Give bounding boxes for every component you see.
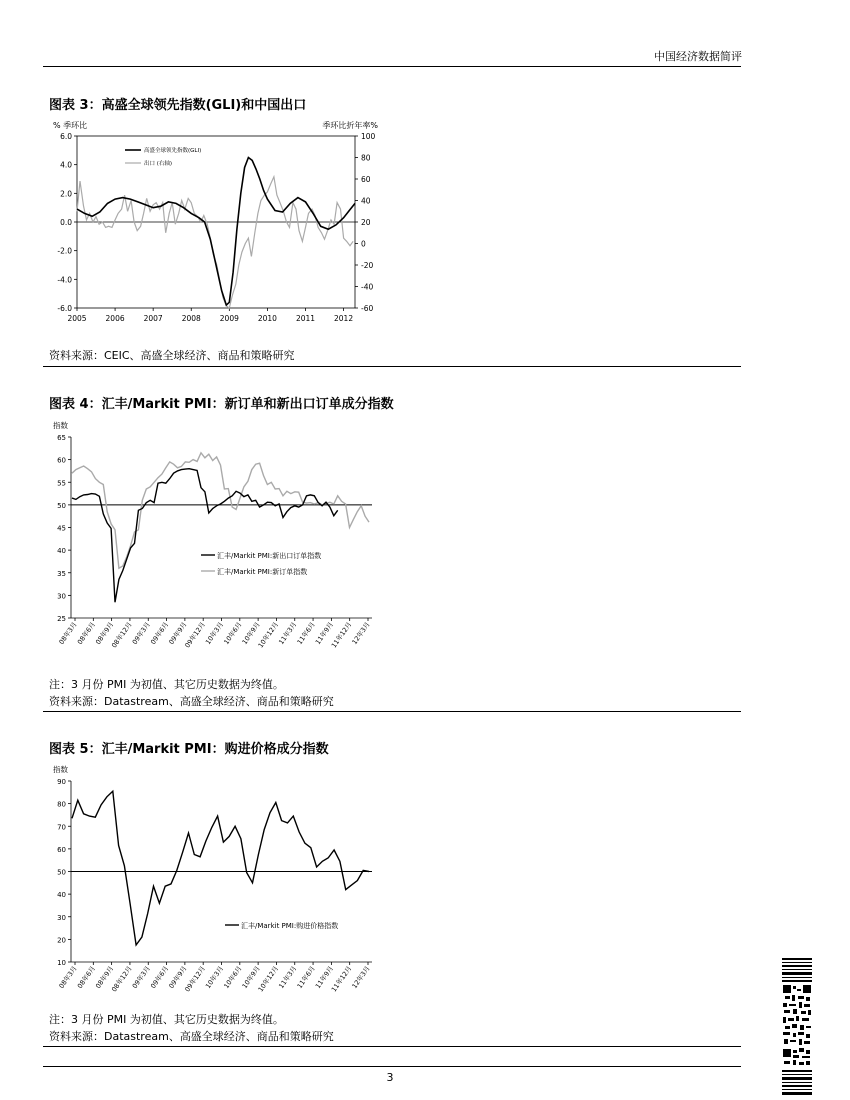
fig3-rule: [43, 366, 741, 367]
fig4-chart: [45, 416, 385, 666]
footer-rule: [43, 1066, 741, 1067]
fig4-x-tick-label: 09年6月: [149, 620, 171, 646]
fig5-x-tick-label: 09年9月: [167, 964, 189, 990]
fig4-y-tick-label: 25: [57, 615, 66, 623]
fig3-right-tick-label: -40: [361, 282, 374, 292]
fig5-y-tick-label: 30: [57, 913, 66, 922]
fig4-x-tick-label: 10年6月: [222, 620, 244, 646]
fig5-x-tick-label: 09年12月: [183, 964, 207, 994]
fig4-x-tick-label: 10年9月: [240, 620, 262, 646]
fig3-left-axis-label: % 季环比: [53, 121, 88, 130]
fig3-right-tick-label: -20: [361, 261, 374, 270]
fig5-x-tick-label: 08年12月: [110, 964, 134, 994]
fig3-series-exports: [77, 177, 353, 308]
fig5-x-tick-label: 09年3月: [130, 964, 152, 990]
fig4-x-tick-label: 11年6月: [295, 620, 317, 646]
fig4-x-tick-label: 08年3月: [57, 620, 79, 646]
fig4-legend-label-1: 汇丰/Markit PMI:新订单指数: [217, 568, 308, 576]
fig3-right-tick-label: 0: [361, 239, 366, 249]
page-number: 3: [386, 1071, 394, 1084]
fig3-right-tick-label: 60: [361, 175, 371, 184]
fig3-right-tick-label: 100: [361, 132, 376, 141]
fig3-left-tick-label: -2.0: [57, 246, 72, 256]
fig5-y-tick-label: 40: [57, 891, 66, 900]
fig5-source: 资料来源：Datastream、高盛全球经济、商品和策略研究: [49, 1030, 334, 1043]
fig4-y-tick-label: 35: [57, 569, 66, 578]
fig3-left-tick-label: 6.0: [60, 132, 72, 141]
fig5-x-tick-label: 11年3月: [277, 964, 299, 990]
fig5-x-tick-label: 10年12月: [256, 964, 281, 994]
fig4-y-tick-label: 45: [57, 524, 66, 533]
fig4-series-0: [72, 469, 338, 603]
fig3-left-tick-label: -6.0: [57, 304, 72, 313]
fig4-x-tick-label: 09年3月: [130, 620, 152, 646]
fig4-x-tick-label: 11年9月: [313, 620, 336, 646]
fig3-x-tick-label: 2006: [105, 314, 125, 323]
fig3-x-tick-label: 2005: [67, 314, 87, 323]
fig4-x-tick-label: 09年12月: [183, 620, 207, 650]
fig4-x-tick-label: 11年3月: [277, 620, 299, 646]
fig3-right-tick-label: 40: [361, 196, 371, 206]
fig4-title: 图表 4：汇丰/Markit PMI：新订单和新出口订单成分指数: [49, 397, 394, 412]
fig5-note: 注：3 月份 PMI 为初值、其它历史数据为终值。: [49, 1013, 284, 1026]
fig5-x-tick-label: 11年6月: [295, 964, 317, 990]
fig4-y-tick-label: 55: [57, 479, 66, 488]
header-rule: [43, 66, 741, 67]
fig3-x-tick-label: 2009: [219, 314, 239, 323]
fig5-y-tick-label: 60: [57, 845, 66, 854]
fig3-chart: [45, 116, 390, 332]
fig3-right-tick-label: 80: [361, 153, 371, 163]
fig5-x-tick-label: 08年3月: [57, 964, 79, 990]
fig5-x-tick-label: 10年6月: [222, 964, 244, 990]
fig4-y-tick-label: 65: [57, 434, 66, 442]
fig3-x-tick-label: 2010: [257, 314, 277, 323]
fig5-x-tick-label: 10年3月: [204, 964, 226, 990]
fig5-legend-label-0: 汇丰/Markit PMI:购进价格指数: [241, 922, 339, 930]
fig4-x-tick-label: 10年12月: [256, 620, 281, 650]
fig5-rule: [43, 1046, 741, 1047]
fig5-y-tick-label: 70: [57, 823, 66, 832]
fig4-legend-label-0: 汇丰/Markit PMI:新出口订单指数: [217, 552, 322, 560]
fig5-title: 图表 5：汇丰/Markit PMI：购进价格成分指数: [49, 742, 329, 757]
fig3-left-tick-label: 0.0: [60, 218, 72, 227]
fig4-rule: [43, 711, 741, 712]
fig5-y-axis-label: 指数: [53, 765, 68, 774]
fig4-x-tick-label: 09年9月: [167, 620, 189, 646]
fig5-x-tick-label: 11年9月: [313, 964, 336, 990]
fig4-y-axis-label: 指数: [53, 421, 68, 430]
fig5-y-tick-label: 90: [57, 778, 66, 786]
fig4-x-tick-label: 12年3月: [350, 620, 372, 646]
fig3-series-gli: [77, 158, 355, 306]
fig3-x-tick-label: 2008: [181, 314, 201, 323]
fig3-left-tick-label: 4.0: [60, 160, 72, 170]
fig5-x-tick-label: 10年9月: [240, 964, 262, 990]
fig4-x-tick-label: 08年12月: [110, 620, 134, 650]
barcode-qr-graphic: [782, 958, 812, 1098]
fig3-source: 资料来源：CEIC、高盛全球经济、商品和策略研究: [49, 349, 295, 362]
fig3-x-tick-label: 2012: [334, 314, 354, 323]
fig3-x-tick-label: 2011: [295, 314, 316, 323]
fig3-right-tick-label: -60: [361, 304, 374, 313]
fig4-y-tick-label: 40: [57, 547, 66, 556]
fig5-y-tick-label: 20: [57, 936, 66, 945]
fig4-series-1: [72, 453, 369, 568]
fig3-right-axis-label: 季环比折年率%: [322, 121, 378, 130]
fig5-chart: [45, 760, 385, 1010]
fig5-y-tick-label: 10: [57, 959, 66, 967]
fig5-x-tick-label: 08年9月: [94, 964, 116, 990]
fig4-source: 资料来源：Datastream、高盛全球经济、商品和策略研究: [49, 695, 334, 708]
fig3-left-tick-label: 2.0: [60, 189, 72, 199]
fig5-x-tick-label: 12年3月: [350, 964, 372, 990]
fig3-legend-exports-label: 出口 (右轴): [144, 161, 173, 167]
report-header-title: 中国经济数据简评: [654, 50, 742, 63]
fig3-legend-gli-label: 高盛全球领先指数(GLI): [144, 148, 202, 154]
fig4-y-tick-label: 50: [57, 501, 66, 510]
fig5-y-tick-label: 80: [57, 800, 66, 809]
fig3-right-tick-label: 20: [361, 218, 371, 227]
fig5-x-tick-label: 11年12月: [329, 964, 354, 994]
fig4-x-tick-label: 08年6月: [75, 620, 97, 646]
fig4-note: 注：3 月份 PMI 为初值、其它历史数据为终值。: [49, 678, 284, 691]
fig4-x-tick-label: 10年3月: [204, 620, 226, 646]
fig3-left-tick-label: -4.0: [57, 275, 72, 285]
fig5-x-tick-label: 09年6月: [149, 964, 171, 990]
fig3-title: 图表 3：高盛全球领先指数(GLI)和中国出口: [49, 98, 307, 113]
fig4-x-tick-label: 08年9月: [94, 620, 116, 646]
fig4-y-tick-label: 60: [57, 456, 66, 465]
fig3-x-tick-label: 2007: [143, 314, 163, 323]
fig5-x-tick-label: 08年6月: [75, 964, 97, 990]
fig4-y-tick-label: 30: [57, 592, 66, 601]
fig5-y-tick-label: 50: [57, 868, 66, 877]
fig4-x-tick-label: 11年12月: [329, 620, 354, 650]
